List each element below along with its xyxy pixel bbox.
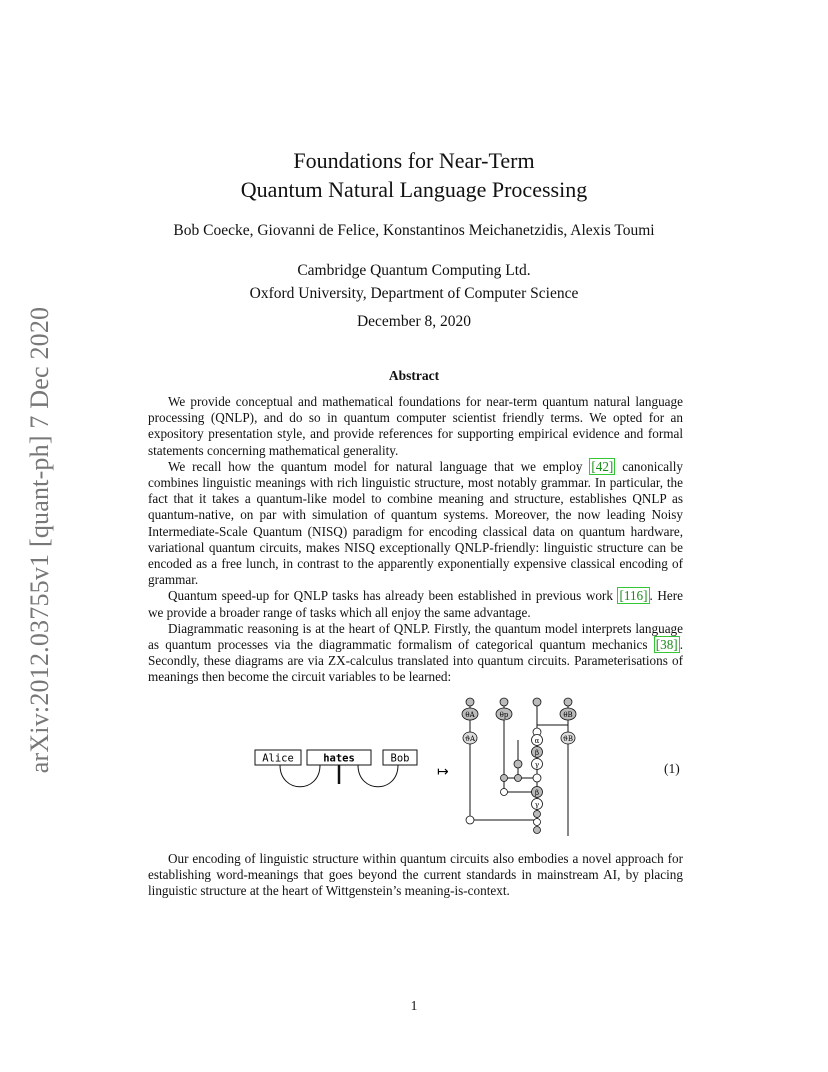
citation-link[interactable]: [116]	[619, 588, 648, 604]
publication-date: December 8, 2020	[356, 313, 472, 330]
abstract-paragraph-2	[148, 459, 683, 589]
title-line-2: Quantum Natural Language Processing	[240, 177, 588, 202]
paper-title	[0, 146, 828, 204]
cup-left	[280, 765, 320, 787]
abstract-p2-text-b: canonically combines linguistic meanings with rich linguistic structure, most notably grammar. In particular, the fact that it takes a quantum-like model to combine meaning and structure, establishes QNLP as quantum-native, on par with simulation of quantum systems. Moreover, the now leading Noisy Intermediate-Scale Quantum (NISQ) paradigm for encoding classical data on quantum hardware, variational quantum circuits, makes NISQ exceptionally QNLP-friendly: linguistic structure can be encoded as a free lunch, in contrast to the apparently exponentially expensive classical encoding of grammar.	[148, 458, 683, 588]
citation-link[interactable]: [42]	[591, 458, 614, 474]
phase-beta-2: β	[534, 789, 540, 797]
circuit-input-nodes	[466, 698, 572, 706]
word-bob: Bob	[390, 752, 410, 765]
phase-gamma-1: γ	[534, 761, 540, 769]
param-theta-b: θB	[563, 711, 573, 719]
param-vartheta-a: ϑA	[464, 735, 476, 743]
equation-number: (1)	[664, 761, 680, 776]
page-number: 1	[410, 998, 418, 1013]
affiliations	[0, 259, 828, 305]
cup-right	[358, 765, 398, 787]
abstract-p4-text-a: Diagrammatic reasoning is at the heart of QNLP. Firstly, the quantum model interprets language as quantum processes via the diagrammatic formalism of categorical quantum mechanics	[148, 620, 683, 653]
affiliation-line-2: Oxford University, Department of Computer Science	[249, 285, 579, 302]
abstract-p3-text-b: . Here we provide a broader range of tasks which all enjoy the same advantage.	[148, 588, 683, 620]
phase-alpha: α	[534, 737, 540, 745]
citation-link[interactable]: [38]	[655, 637, 678, 653]
body-paragraph-1: Our encoding of linguistic structure within quantum circuits also embodies a novel approach for establishing word-meanings that goes beyond the current standards in mainstream AI, by placing linguistic structure at the heart of Wittgenstein’s meaning-is-context.	[148, 851, 683, 899]
abstract-paragraph-3	[148, 588, 683, 620]
maps-to-symbol: ↦	[437, 764, 449, 780]
circuit-wires	[470, 706, 568, 836]
abstract-body	[148, 394, 683, 686]
param-theta-a: θA	[465, 711, 475, 719]
arxiv-identifier-text: arXiv:2012.03755v1 [quant-ph] 7 Dec 2020	[25, 306, 54, 774]
body-text	[148, 851, 683, 900]
author-list: Bob Coecke, Giovanni de Felice, Konstantinos Meichanetzidis, Alexis Toumi	[173, 222, 655, 239]
abstract-paragraph-1: We provide conceptual and mathematical foundations for near-term quantum natural language processing (QNLP), and do so in quantum computer scientist friendly terms. We opted for an expository presentation style, and provide references for supporting empirical evidence and formal statements concerning mathematical generality.	[148, 394, 683, 458]
abstract-p4-text-b: . Secondly, these diagrams are via ZX-calculus translated into quantum circuits. Parameterisations of meanings then become the circuit variables to be learned:	[148, 637, 683, 685]
word-alice: Alice	[262, 752, 294, 765]
param-theta-p: θp	[499, 711, 509, 719]
affiliation-line-1: Cambridge Quantum Computing Ltd.	[297, 262, 531, 279]
param-vartheta-b: ϑB	[562, 735, 574, 743]
word-hates: hates	[323, 752, 355, 765]
qnlp-diagram	[240, 694, 600, 844]
phase-gamma-2: γ	[534, 801, 540, 809]
phase-beta-1: β	[534, 749, 540, 757]
abstract-heading: Abstract	[388, 368, 440, 383]
title-line-1: Foundations for Near-Term	[293, 148, 535, 173]
param-nodes	[462, 708, 576, 744]
abstract-p3-text-a: Quantum speed-up for QNLP tasks has already been established in previous work	[168, 588, 618, 604]
abstract-p2-text-a: We recall how the quantum model for natural language that we employ	[168, 458, 590, 474]
abstract-paragraph-4	[148, 621, 683, 686]
